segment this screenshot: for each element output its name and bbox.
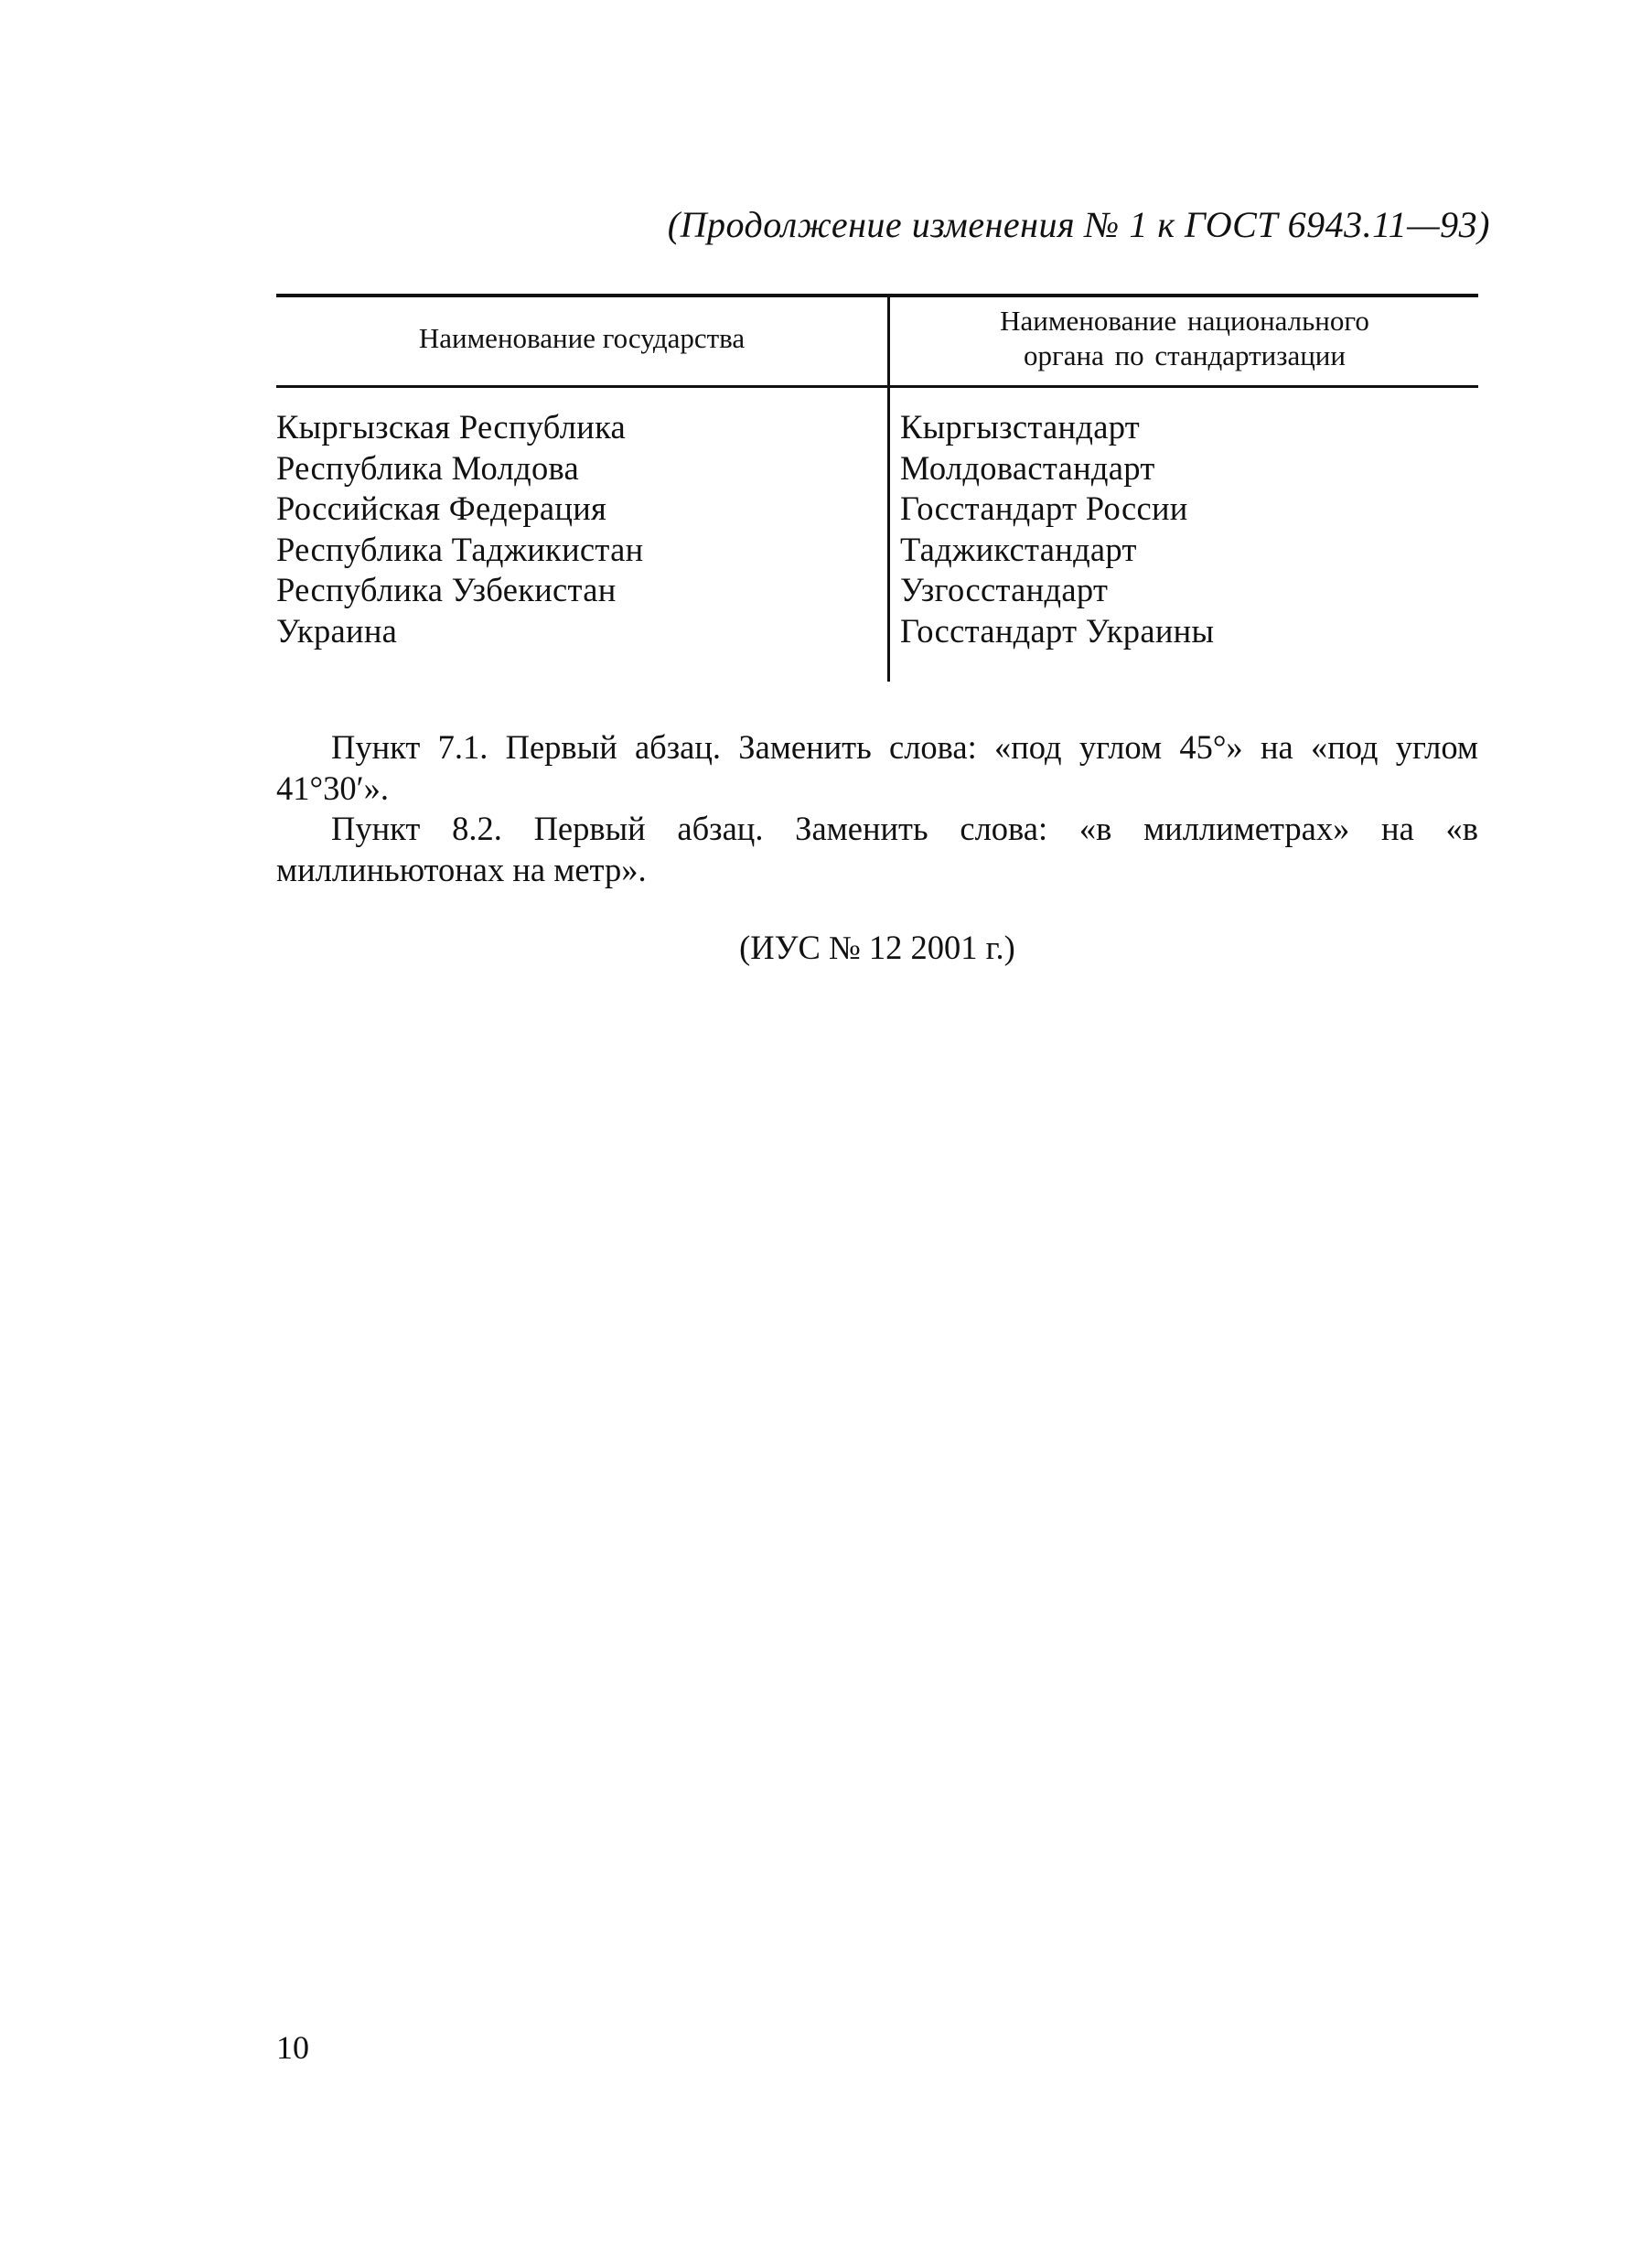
table-cell-body: Узгосстандарт: [900, 571, 1109, 609]
table-cell-state: Республика Молдова: [276, 448, 580, 487]
page-header-continuation: (Продолжение изменения № 1 к ГОСТ 6943.11—93): [667, 204, 1490, 245]
table-cell-state: Республика Таджикистан: [276, 530, 644, 568]
amendment-paragraph: Пункт 7.1. Первый абзац. Заменить слова: «под углом 45°» на «под углом 41°30′».: [276, 728, 1478, 807]
table-cell-body: Молдовастандарт: [900, 448, 1155, 487]
states-table: [276, 294, 1478, 683]
column-header-body-line: Наименование национального: [1000, 305, 1369, 337]
source-reference: (ИУС № 12 2001 г.): [739, 929, 1015, 966]
table-top-rule: [276, 294, 1478, 297]
table-cell-body: Госстандарт России: [900, 489, 1188, 528]
column-header-state: Наименование государства: [418, 322, 746, 354]
table-cell-state: Кыргызская Республика: [276, 408, 627, 446]
table-cell-state: Российская Федерация: [276, 489, 607, 528]
amendment-paragraph: Пункт 8.2. Первый абзац. Заменить слова: «в миллиметрах» на «в миллиньютонах на метр».: [276, 810, 1478, 888]
page-number: 10: [276, 2029, 309, 2066]
column-header-body: [891, 304, 1478, 373]
state-column: [276, 407, 643, 652]
table-cell-state: Украина: [276, 611, 398, 650]
table-cell-body: Кыргызстандарт: [900, 408, 1141, 446]
table-cell-state: Республика Узбекистан: [276, 571, 617, 609]
table-cell-body: Госстандарт Украины: [900, 611, 1215, 650]
table-cell-body: Таджикстандарт: [900, 530, 1137, 568]
standards-body-column: [900, 407, 1214, 652]
amendments-text: [276, 727, 1478, 890]
column-header-body-line: органа по стандартизации: [1024, 339, 1346, 371]
table-header-rule: [276, 385, 1478, 388]
table-column-divider: [887, 296, 890, 682]
